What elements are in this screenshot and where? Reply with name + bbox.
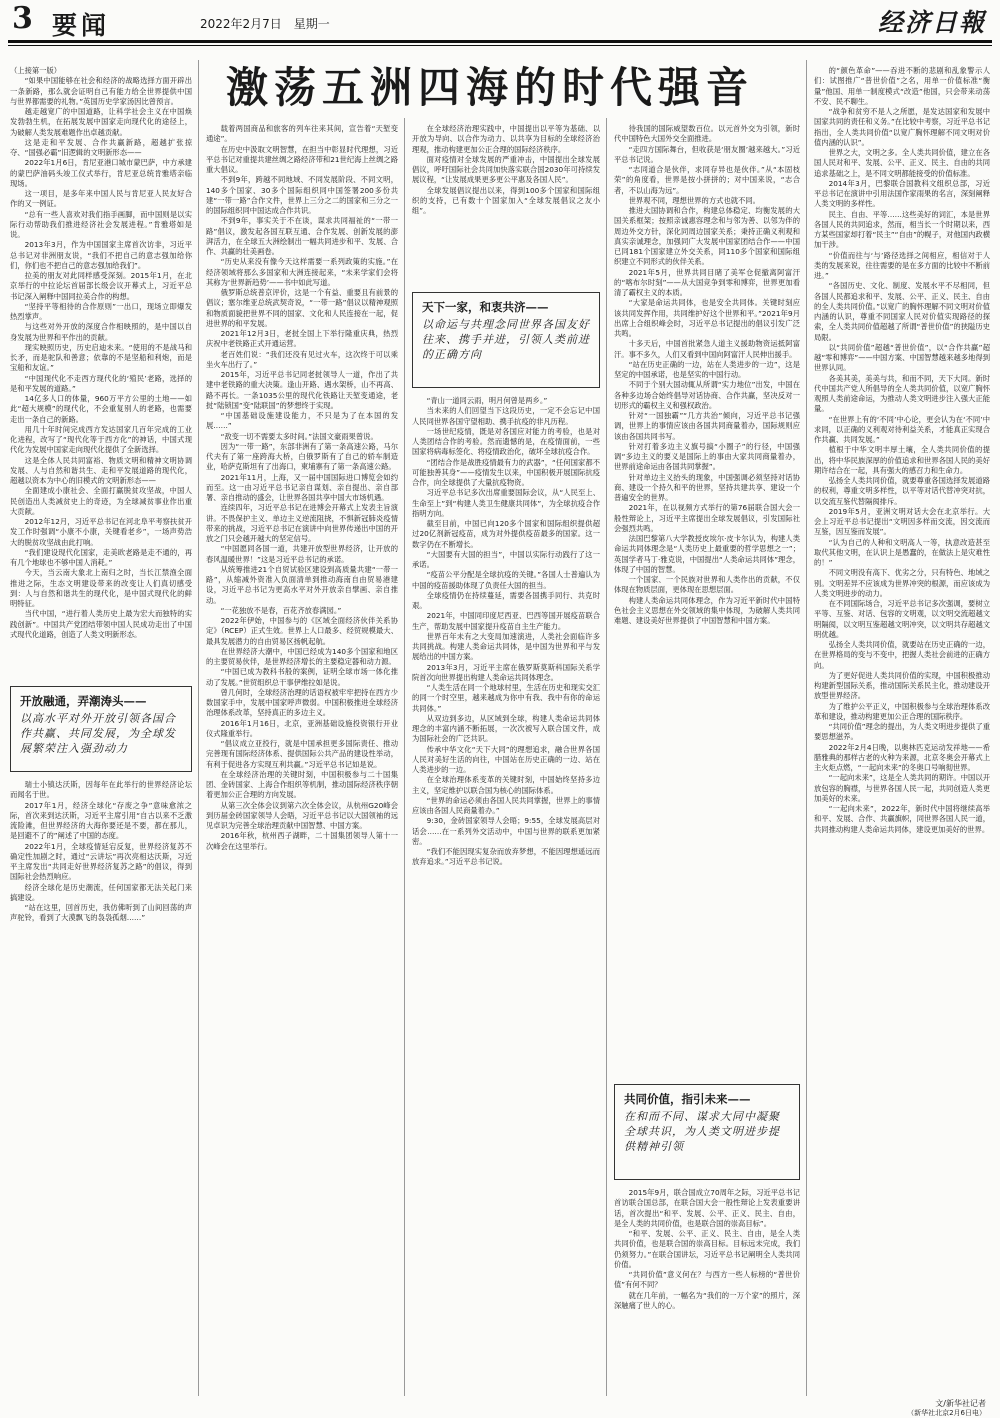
paragraph: “一起向未来”，2022年，新时代中国将继续高举和平、发展、合作、共赢旗帜，同世界各国人民一道，共同推动构建人类命运共同体，建设更加美好的世界。: [814, 804, 990, 834]
paragraph: 2012年12月，习近平总书记在河北阜平考察扶贫开发工作时强调“小康不小康，关键看老乡”，一场声势浩大的脱贫攻坚战由此打响。: [10, 517, 192, 547]
paragraph: 待我国的国际威望数百位。以元首外交为引领，新时代中国特色大国外交全面推进。: [614, 124, 800, 144]
byline: 文/新华社记者: [935, 1399, 986, 1408]
column-rule: [404, 118, 405, 1396]
paragraph: “世界的命运必须由各国人民共同掌握，世界上的事情应该由各国人民商量着办。”: [412, 795, 600, 815]
paragraph: “价值而往与‘与’路径选择之间相应，相信对于人类的发展来说，往往需要的是在多方面的比较中不断前进。”: [814, 250, 990, 280]
paragraph: 针对“一国独霸”“几方共治”倾向，习近平总书记强调，世界上的事情应该由各国共同商量着办，国际规则应该由各国共同书写。: [614, 411, 800, 441]
box-subtitle: 以命运与共理念同世界各国友好往来、携手并进，引领人类前进的正确方向: [422, 318, 590, 361]
paragraph: 一个国家、一个民族对世界和人类作出的贡献，不仅体现在物质层面，更体现在思想层面。: [614, 575, 800, 595]
paragraph: “认为自己的人种和文明高人一等，执意改造甚至取代其他文明，在认识上是愚蠢的，在做法上是灾难性的！”: [814, 537, 990, 567]
paragraph: “总有一些人喜欢对我们指手画脚，而中国则是以实际行动帮助我们推进经济社会发展进程。”肯雅塔如是说。: [10, 209, 192, 239]
article-column-3-continued: [412, 396, 600, 1396]
paragraph: 2022年1月6日，肯尼亚港口城市蒙巴萨，中方承建的蒙巴萨油码头竣工仪式举行，肯尼亚总统肯雅塔亲临现场。: [10, 158, 192, 188]
column-rule: [606, 118, 607, 1396]
paragraph: “人类生活在同一个地球村里，生活在历史和现实交汇的同一个时空里，越来越成为你中有我、我中有你的命运共同体。”: [412, 683, 600, 713]
paragraph: 在世界经济大潮中，中国已经成为140多个国家和地区的主要贸易伙伴，是世界经济增长的主要稳定器和动力源。: [206, 646, 398, 666]
paragraph: 2019年5月，亚洲文明对话大会在北京举行。大会上习近平总书记提出“文明因多样而交流，因交流而互鉴，因互鉴而发展”。: [814, 506, 990, 537]
paragraph: “坚持平等相待的合作原则”一出口，现场立即爆发热烈掌声。: [10, 301, 192, 321]
paragraph: 植根于中华文明丰厚土壤，全人类共同价值的提出，将中华民族深厚的价值追求和世界各国人民的美好期许结合在一起，具有强大的感召力和生命力。: [814, 445, 990, 475]
paragraph: 这是走和平发展、合作共赢新路，超越扩张掠夺、“国强必霸”旧逻辑的文明新形态——: [10, 137, 192, 157]
article-headline: 激荡五洲四海的时代强音: [225, 63, 754, 112]
paragraph: 的“颜色革命”——吞进不断的悲剧和乱象警示人们：试图推广“普世价值”之名，用单一价值标准“衡量”他国、用单一制度模式“改造”他国，只会带来动荡不安、民不聊生。: [814, 66, 990, 106]
paragraph: 2013年3月，习近平主席在俄罗斯莫斯科国际关系学院首次向世界提出构建人类命运共同体理念。: [412, 662, 600, 682]
paragraph: 构建人类命运共同体理念，作为习近平新时代中国特色社会主义思想在外交领域的集中体现，为破解人类共同难题、建设美好世界提供了中国智慧和中国方案。: [614, 595, 800, 625]
paragraph: 今天，当云南大象北上南归之时，当长江禁渔全面推进之际，生态文明建设带来的改变让人们真切感受到：人与自然和谐共生的现代化，是中国式现代化的鲜明特征。: [10, 568, 192, 608]
page-number: 3: [12, 1, 33, 36]
paragraph: “我们建设现代化国家，走美欧老路是走不通的，再有几个地球也不够中国人消耗。”: [10, 547, 192, 567]
paragraph: 针对单边主义抬头的现象，中国强调必须坚持对话协商、建设一个持久和平的世界，坚持共建共享、建设一个普遍安全的世界。: [614, 472, 800, 502]
paragraph: “中国已成为教科书般的案例，证明全球市场一体化推动了发展。”世贸组织总干事伊维拉如是说。: [206, 667, 398, 687]
box-title: 共同价值，指引未来——: [624, 1092, 751, 1106]
paragraph: “倡议成立亚投行，就是中国承担更多国际责任、推动完善现有国际经济体系、提供国际公共产品的建设性举动，有利于促进各方实现互利共赢。”习近平总书记如是说。: [206, 739, 398, 769]
paragraph: 经济全球化是历史潮流，任何国家都无法关起门来搞建设。: [10, 882, 192, 902]
paragraph: 推进大国协调和合作，构建总体稳定、均衡发展的大国关系框架；按照亲诚惠容理念和与邻为善、以邻为伴的周边外交方针，深化同周边国家关系；秉持正确义利观和真实亲诚理念，加强同广大发展中国家团结合作——中国已同181个国家建立外交关系，同110多个国家和国际组织建立不同形式的伙伴关系。: [614, 206, 800, 267]
paragraph: 不到9年，跨越不同地域、不同发展阶段、不同文明，140多个国家、30多个国际组织同中国签署200多份共建“一带一路”合作文件，世界上三分之二的国家和三分之一的国际组织同中国达成合作共识。: [206, 175, 398, 215]
paragraph: 俄罗斯总统普京评价，这是一个有益、重要且有前景的倡议；塞尔维亚总统武契奇说，“一带一路”倡议以精神观照和物质面貌把世界不同的国家、文化和人民连接在一起，促进世界的和平发展。: [206, 288, 398, 328]
article-column-2: [206, 124, 398, 1396]
paragraph: 当未来的人们回望当下这段历史，一定不会忘记中国人民同世界各国守望相助、携手抗疫的非凡历程。: [412, 406, 600, 426]
column-paragraphs: [10, 780, 192, 924]
article-column-1-continued: [10, 780, 192, 1396]
paragraph: 2016年1月16日，北京，亚洲基础设施投资银行开业仪式隆重举行。: [206, 718, 398, 738]
paragraph: 十多天后，中国首批紧急人道主义援助物资运抵阿富汗。事不多久，人们又看到中国向阿富汗人民伸出援手。: [614, 339, 800, 359]
dateline-credit: （新华社北京2月6日电）: [907, 1409, 986, 1417]
paragraph: 现实映照历史，历史启迪未来。“使用的不是战马和长矛，而是驼队和善意；依靠的不是坚船和利炮，而是宝船和友谊。”: [10, 342, 192, 373]
paragraph: 法国巴黎第八大学教授皮埃尔·皮卡尔认为，构建人类命运共同体理念是“人类历史上最重要的哲学思想之一”；英国学者马丁·雅克说，中国提出“人类命运共同体”理念，体现了中国的智慧。: [614, 534, 800, 574]
paragraph: “和平、发展、公平、正义、民主、自由，是全人类共同价值，也是联合国的崇高目标。目标远未完成，我们仍须努力。”在联合国讲坛，习近平总书记阐明全人类共同价值。: [614, 1229, 800, 1269]
paragraph: 2022年2月4日晚，以奥林匹克运动发祥地——希腊雅典的那样古老的火种为来源，北京冬奥会开幕式上主火炬点燃，“一起向未来”的冬奥口号响彻世界。: [814, 742, 990, 772]
paragraph: “站在这里，回首历史，我仿佛听到了山间回荡的声声驼铃，看到了大漠飘飞的袅袅孤烟……”: [10, 903, 192, 923]
paragraph: “大国要有大国的担当”，中国以实际行动践行了这一承诺。: [412, 549, 600, 569]
box-title: 开放融通，弄潮涛头——: [20, 694, 147, 708]
paragraph: 2021年5月，世界共同目睹了美军仓促撤离阿富汗的“喀布尔时刻”——从大国竞争到零和博弈，世界更加看清了霸权主义的本质。: [614, 267, 800, 297]
article-column-4-continued: [614, 1188, 800, 1396]
paragraph: 瑞士小镇达沃斯，因每年在此举行的世界经济论坛而闻名于世。: [10, 780, 192, 800]
publication-date: 2022年2月7日 星期一: [200, 17, 330, 31]
paragraph: 这一项目，是多年来中国人民与肯尼亚人民友好合作的又一例证。: [10, 189, 192, 209]
paragraph: 世界观不同，理想世界的方式也就不同。: [628, 195, 760, 205]
paragraph: 2014年3月，巴黎联合国教科文组织总部，习近平总书记在演讲中引用法国作家雨果的名言，深刻阐释人类文明的多样性。: [814, 178, 990, 209]
masthead-rule-thin: [8, 45, 992, 46]
paragraph: “各国历史、文化、制度、发展水平不尽相同，但各国人民都追求和平、发展、公平、正义、民主、自由的全人类共同价值。”以宽广的胸怀理解不同文明对价值内涵的认识，尊重不同国家人民对价值实现路径的探索，全人类共同价值超越了所谓“普世价值”的狭隘历史局限。: [814, 281, 990, 342]
section-box-community: [412, 292, 600, 388]
paragraph: “我们不能因现实复杂而放弃梦想，不能因理想遥远而放弃追求。”习近平总书记说。: [412, 847, 600, 867]
column-rule: [198, 60, 199, 1396]
paragraph: 因为“一带一路”，东部非洲有了第一条高速公路，马尔代夫有了第一座跨海大桥，白俄罗斯有了自己的轿车制造业，哈萨克斯坦有了出海口，柬埔寨有了第一条高速公路。: [206, 441, 398, 472]
paragraph: 各美其美，美美与共，和而不同，天下大同。新时代中国共产党人所倡导的全人类共同价值，以宽广胸怀观照人类前途命运，为推动人类文明进步注入强大正能量。: [814, 373, 990, 414]
paragraph: 2021年12月3日，老挝全国上下举行隆重庆典，热烈庆祝中老铁路正式开通运营。: [206, 329, 398, 349]
column-paragraphs: [206, 124, 398, 852]
paragraph: “青山一道同云雨，明月何曾是两乡。”: [426, 396, 548, 405]
column-paragraphs: [614, 124, 800, 626]
paragraph: 就在几年前，一幅名为“我们的一万个家”的照片，深深触痛了世人的心。: [614, 1290, 800, 1310]
paragraph: 在历史中汲取文明智慧，在担当中彰显时代理想，习近平总书记对重提共建丝绸之路经济带和21世纪海上丝绸之路重大倡议。: [206, 144, 398, 174]
box-title: 天下一家，和衷共济——: [422, 300, 549, 314]
paragraph: “中国现代化不走西方现代化的‘殖民’老路，选择的是和平发展的道路。”: [10, 373, 192, 393]
paragraph: 2017年1月，经济全球化“存废之争”意味愈浓之际，首次来到达沃斯，习近平主席引用“自古以来不乏激流险滩，但世界经济的大海你要还是不要，都在那儿，是回避不了的”阐述了中国的态度。: [10, 800, 192, 841]
paragraph: 民主、自由、平等……这些美好的词汇，本是世界各国人民的共同追求，然而，相当长一个时期以来，西方某些国家却打着“民主”“自由”的幌子，对他国内政横加干涉。: [814, 209, 990, 250]
paragraph: 2021年，中国同印度尼西亚、巴西等国开展疫苗联合生产，帮助发展中国家提升疫苗自主生产能力。: [412, 611, 600, 631]
section-box-opening: [10, 686, 192, 772]
column-paragraphs: [412, 124, 600, 216]
paragraph: 一场世纪疫情，既是对各国应对能力的考验，也是对人类团结合作的考验。然而遗憾的是，在疫情面前，一些国家将病毒标签化、将疫情政治化，破坏全球抗疫合作。: [412, 426, 600, 457]
paragraph: 拉美的朋友对此同样感受深刻。2015年1月，在北京举行的中拉论坛首届部长级会议开幕式上，习近平总书记深入阐释中国同拉美合作的构想。: [10, 271, 192, 301]
paragraph: 用几十年时间完成西方发达国家几百年完成的工业化进程，改写了“现代化等于西方化”的神话，中国式现代化为发展中国家走向现代化提供了全新选择。: [10, 424, 192, 455]
paragraph: 2022年1月，全球疫情延宕反复，世界经济复苏不确定性加剧之时，通过“云讲坛”再次亮相达沃斯，习近平主席发出“共同走好世界经济复苏之路”的倡议，得到国际社会热烈响应。: [10, 841, 192, 882]
paragraph: 全球疫情仍在持续蔓延，需要各国携手同行、共克时艰。: [412, 590, 600, 610]
newspaper-logo: 经济日報: [877, 8, 986, 37]
paragraph: 在全球经济治理的关键时刻，中国积极参与二十国集团、金砖国家、上海合作组织等机制，推动国际经济秩序朝着更加公正合理的方向发展。: [206, 769, 398, 800]
paragraph: “站在历史正确的一边，站在人类进步的一边”，这是坚定的中国承诺，也是坚实的中国行动。: [614, 359, 800, 379]
paragraph: “团结合作是战胜疫情最有力的武器”，“任何国家都不可能独善其身”——疫情发生以来，中国积极开展国际抗疫合作，向全球提供了大量抗疫物资。: [412, 457, 600, 487]
paragraph: 世界之大，文明之多。全人类共同价值，建立在各国人民对和平、发展、公平、正义、民主、自由的共同追求基础之上，是不同文明都能接受的价值标准。: [814, 148, 990, 178]
paragraph: 为了更好促进人类共同价值的实现，中国积极推动构建新型国际关系，推动国际关系民主化，推动建设开放型世界经济。: [814, 670, 990, 701]
column-rule: [806, 60, 807, 1396]
paragraph: 从第三次全体会议到第六次全体会议，从杭州G20峰会到历届金砖国家领导人会晤，习近平总书记以大国领袖的远见卓识为完善全球治理贡献中国智慧、中国方案。: [206, 800, 398, 830]
paragraph: “一起向未来”，这是全人类共同的期许。中国以开放包容的胸襟，与世界各国人民一起，共同创造人类更加美好的未来。: [814, 773, 990, 803]
paragraph: 弘扬全人类共同价值，就要站在历史正确的一边，在世界格局的变与不变中，把握人类社会前进的正确方向。: [814, 640, 990, 670]
paragraph: 2013年3月，作为中国国家主席首次访非，习近平总书记对非洲朋友说，“我们不把自己的意志强加给你们，你们也不把自己的意志强加给我们”。: [10, 240, 192, 270]
paragraph: “中国愿同各国一道，共建开放型世界经济，让开放的春风温暖世界！”这是习近平总书记的承诺。: [206, 544, 398, 564]
paragraph: 载着两国商品和旅客的列车往来其间，宣告着“天堑变通途”。: [206, 124, 398, 144]
section-box-values: [614, 1084, 800, 1180]
paragraph: “共同价值”理念的提出，为人类文明进步提供了重要思想滋养。: [814, 722, 990, 742]
paragraph: “战争和贫穷不是人之所愿，是发达国家和发展中国家共同的责任和义务。”在比较中考察，习近平总书记指出，全人类共同价值“以宽广胸怀理解不同文明对价值内涵的认识”。: [814, 107, 990, 147]
paragraph: 在全球经济治理实践中，中国提出以平等为基础、以开放为导向、以合作为动力、以共享为目标的全球经济治理观，推动构建更加公正合理的国际经济秩序。: [412, 124, 600, 154]
column-paragraphs: [412, 396, 600, 868]
paragraph: 连续四年，习近平总书记在进博会开幕式上发表主旨演讲。不畏保护主义、单边主义逆流阻挠，不惧新冠肺炎疫情带来的挑战，习近平总书记在演讲中向世界传递出中国的开放之门只会越开越大的坚定信号。: [206, 503, 398, 543]
paragraph: 世界百年未有之大变局加速演进，人类社会面临许多共同挑战。构建人类命运共同体，是中国为世界和平与发展给出的中国方案。: [412, 631, 600, 662]
paragraph: 全球发展倡议提出以来，得到100多个国家和国际组织的支持，已有数十个国家加入“全球发展倡议之友小组”。: [412, 185, 600, 215]
paragraph: 面对疫情对全球发展的严重冲击，中国提出全球发展倡议，呼吁国际社会共同加快落实联合国2030年可持续发展议程，“让发展成果更多更公平惠及各国人民”。: [412, 154, 600, 185]
column-paragraphs: [814, 66, 990, 835]
paragraph: 越走越宽广的中国道路，让科学社会主义在中国焕发勃勃生机，在拓展发展中国家走向现代化的途径上，为破解人类发展难题作出卓越贡献。: [10, 107, 192, 137]
paragraph: 当代中国，“进行着人类历史上最为宏大而独特的实践创新”。中国共产党团结带领中国人民成功走出了中国式现代化道路，创造了人类文明新形态。: [10, 609, 192, 639]
paragraph: “走四方国际舞台，但收获是‘朋友圈’越来越大。”习近平总书记说。: [614, 144, 800, 164]
paragraph: “共同价值”意义何在？与西方一些人标榜的“普世价值”有何不同？: [614, 1270, 800, 1290]
section-name: 要闻: [52, 11, 111, 40]
paragraph: “一花独放不是春，百花齐放春满园。”: [220, 605, 342, 615]
paragraph: 2021年11月，上海，又一届中国国际进口博览会如约而至。这一由习近平总书记亲自谋划、亲自提出、亲自部署、亲自推动的盛会，让世界各国共享中国大市场机遇。: [206, 472, 398, 502]
paragraph: 9:30，金砖国家领导人会晤；9:55，全球发展高层对话会……在一系列外交活动中，中国与世界的联系更加紧密。: [412, 816, 600, 846]
paragraph: 2015年9月，联合国成立70周年之际，习近平总书记首访联合国总部，在联合国大会一般性辩论上发表重要讲话，首次提出“和平、发展、公平、正义、民主、自由，是全人类的共同价值，也是联合国的崇高目标”。: [614, 1188, 800, 1228]
paragraph: 截至目前，中国已向120多个国家和国际组织提供超过20亿剂新冠疫苗，成为对外提供疫苗最多的国家。这一数字仍在不断增长。: [412, 519, 600, 549]
paragraph: “中国基础设施建设能力，不只是为了在本国的发展……”: [206, 411, 398, 431]
paragraph: 2022年伊始，中国参与的《区域全面经济伙伴关系协定》（RCEP）正式生效。世界上人口最多、经贸规模最大、最具发展潜力的自由贸易区扬帆起航。: [206, 616, 398, 646]
article-column-1: [10, 66, 192, 676]
paragraph: 弘扬全人类共同价值，就要尊重各国选择发展道路的权利，尊重文明多样性，以平等对话代替冲突对抗，以交流互鉴代替隔阂排斥。: [814, 476, 990, 506]
paragraph: “在世界上有的‘不同’中心论，更会认为在‘不同’中求同，以正确的义利观对待利益关系，才能真正实现合作共赢、共同发展。”: [814, 414, 990, 444]
column-paragraphs: [614, 1188, 800, 1311]
column-paragraphs: [10, 76, 192, 640]
paragraph: 老百姓们说：“我们还没有见过火车，这次终于可以乘坐火车出行了。”: [206, 349, 398, 369]
article-column-3: [412, 124, 600, 284]
paragraph: “大家是命运共同体，也是安全共同体。关键时刻应该共同发挥作用，共同维护好这个世界和平。”2021年9月出席上合组织峰会时，习近平总书记提出的倡议引发广泛共鸣。: [614, 298, 800, 338]
paragraph: 2015年，习近平总书记同老挝领导人一道，作出了共建中老铁路的重大决策。逢山开路、遇水架桥，山不再高、路不再长。一条1035公里的现代化铁路让天堑变通途，老挝“陆锁国”变“陆联国”的梦想终于实现。: [206, 370, 398, 410]
paragraph: “历史从来没有像今天这样需要一系列政策的实施。”在经济领域将那么多国家和大洲连接起来，“未来学家们会将其称为‘世界新趋势’——书中如此写道。: [206, 257, 398, 287]
paragraph: 为了维护公平正义，中国积极参与全球治理体系改革和建设，推动构建更加公正合理的国际秩序。: [814, 701, 990, 721]
paragraph: “疫苗公平分配是全球抗疫的关键。”各国人士普遍认为中国的疫苗援助体现了负责任大国的担当。: [412, 570, 600, 590]
paragraph: 传承中华文化“天下大同”的理想追求，融合世界各国人民对美好生活的向往，中国站在历史正确的一边、站在人类进步的一边。: [412, 744, 600, 774]
article-column-4: [614, 124, 800, 1076]
paragraph: 以“共同价值”超越“普世价值”，以“合作共赢”超越“零和博弈”——中国方案、中国智慧越来越多地得到世界认同。: [814, 342, 990, 373]
paragraph: 曾几何时，全球经济治理的话语权被牢牢把持在西方少数国家手中，发展中国家呼声微弱。中国积极推进全球经济治理体系改革，坚持真正的多边主义。: [206, 687, 398, 718]
paragraph: “敌变一切不需要太多时间。”法国文豪雨果曾说。: [220, 431, 378, 441]
paragraph: 从统筹推进21个自贸试验区建设到高质量共建“一带一路”，从缩减外资准入负面清单到推动海南自由贸易港建设，习近平总书记为更高水平对外开放亲自擘画、亲自推动。: [206, 564, 398, 605]
paragraph: 在不同国际场合，习近平总书记多次强调，要树立平等、互鉴、对话、包容的文明观，以文明交流超越文明隔阂，以文明互鉴超越文明冲突，以文明共存超越文明优越。: [814, 599, 990, 639]
paragraph: 从双边到多边，从区域到全球，构建人类命运共同体理念的丰富内涵不断拓展，一次次被写入联合国文件，成为国际社会的广泛共识。: [412, 713, 600, 744]
paragraph: 14亿多人口的体量，960万平方公里的土地——如此“超大规模”的现代化，不会重复别人的老路，也需要走出一条自己的新路。: [10, 394, 192, 424]
masthead-rule: [8, 40, 992, 43]
paragraph: 在全球治理体系变革的关键时刻，中国始终坚持多边主义，坚定维护以联合国为核心的国际体系。: [412, 775, 600, 795]
paragraph: 不同于个别大国动辄从所谓“实力地位”出发，中国在各种多边场合始终倡导对话协商、合作共赢，坚决反对一切形式的霸权主义和强权政治。: [614, 380, 800, 410]
paragraph: 2021年，在以视频方式举行的第76届联合国大会一般性辩论上，习近平主席提出全球发展倡议，引发国际社会强烈共鸣。: [614, 503, 800, 533]
paragraph: 不同文明没有高下、优劣之分，只有特色、地域之别。文明差异不应该成为世界冲突的根源，而应该成为人类文明进步的动力。: [814, 568, 990, 598]
paragraph: 2016年秋，杭州西子湖畔，二十国集团领导人第十一次峰会在这里举行。: [206, 831, 398, 851]
paragraph: 与这些对外开放的深度合作相映照的，是中国以自身发展为世界和平作出的贡献。: [10, 322, 192, 342]
paragraph: 全面建成小康社会、全面打赢脱贫攻坚战，中国人民创造出人类减贫史上的奇迹，为全球减贫事业作出重大贡献。: [10, 486, 192, 516]
paragraph: 针对打着多边主义旗号搞“小圈子”的行径，中国强调“多边主义的要义是国际上的事由大家共同商量着办，世界前途命运由各国共同掌握”。: [614, 441, 800, 472]
article-column-5: [814, 66, 990, 1392]
box-subtitle: 以高水平对外开放引领各国合作共赢、共同发展，为全球发展繁荣注入强劲动力: [20, 712, 176, 755]
paragraph: 不到9年，事实关于不在谈，谋求共同福祉的“一带一路”倡议，激发起各国互联互通、合作发展、创新发展的澎湃活力，在全球五大洲绘制出一幅共同进步和平、发展、合作、共赢的壮美画卷。: [206, 216, 398, 256]
paragraph: 这是全体人民共同富裕、物质文明和精神文明协调发展、人与自然和谐共生、走和平发展道路的现代化，超越以资本为中心的旧模式的文明新形态——: [10, 455, 192, 485]
box-subtitle: 在和而不同、谋求大同中凝聚全球共识，为人类文明进步提供精神引领: [624, 1110, 780, 1153]
masthead: [0, 0, 1000, 40]
paragraph: 习近平总书记多次出席重要国际会议，从“人民至上、生命至上”到“构建人类卫生健康共同体”，为全球抗疫合作指明方向。: [412, 488, 600, 518]
continuation-note: （上接第一版）: [10, 66, 62, 75]
paragraph: “志同道合是伙伴，求同存异也是伙伴。”从“本固枝荣”的角度看，世界是按小拼拼的；对中国来说，“志合者，不以山海为远”。: [614, 165, 800, 195]
paragraph: “如果中国能够在社会和经济的战略选择方面开辟出一条新路，那么就会证明自己有能力给全世界提供中国与世界都需要的礼物。”英国历史学家汤因比曾预言。: [10, 76, 192, 106]
